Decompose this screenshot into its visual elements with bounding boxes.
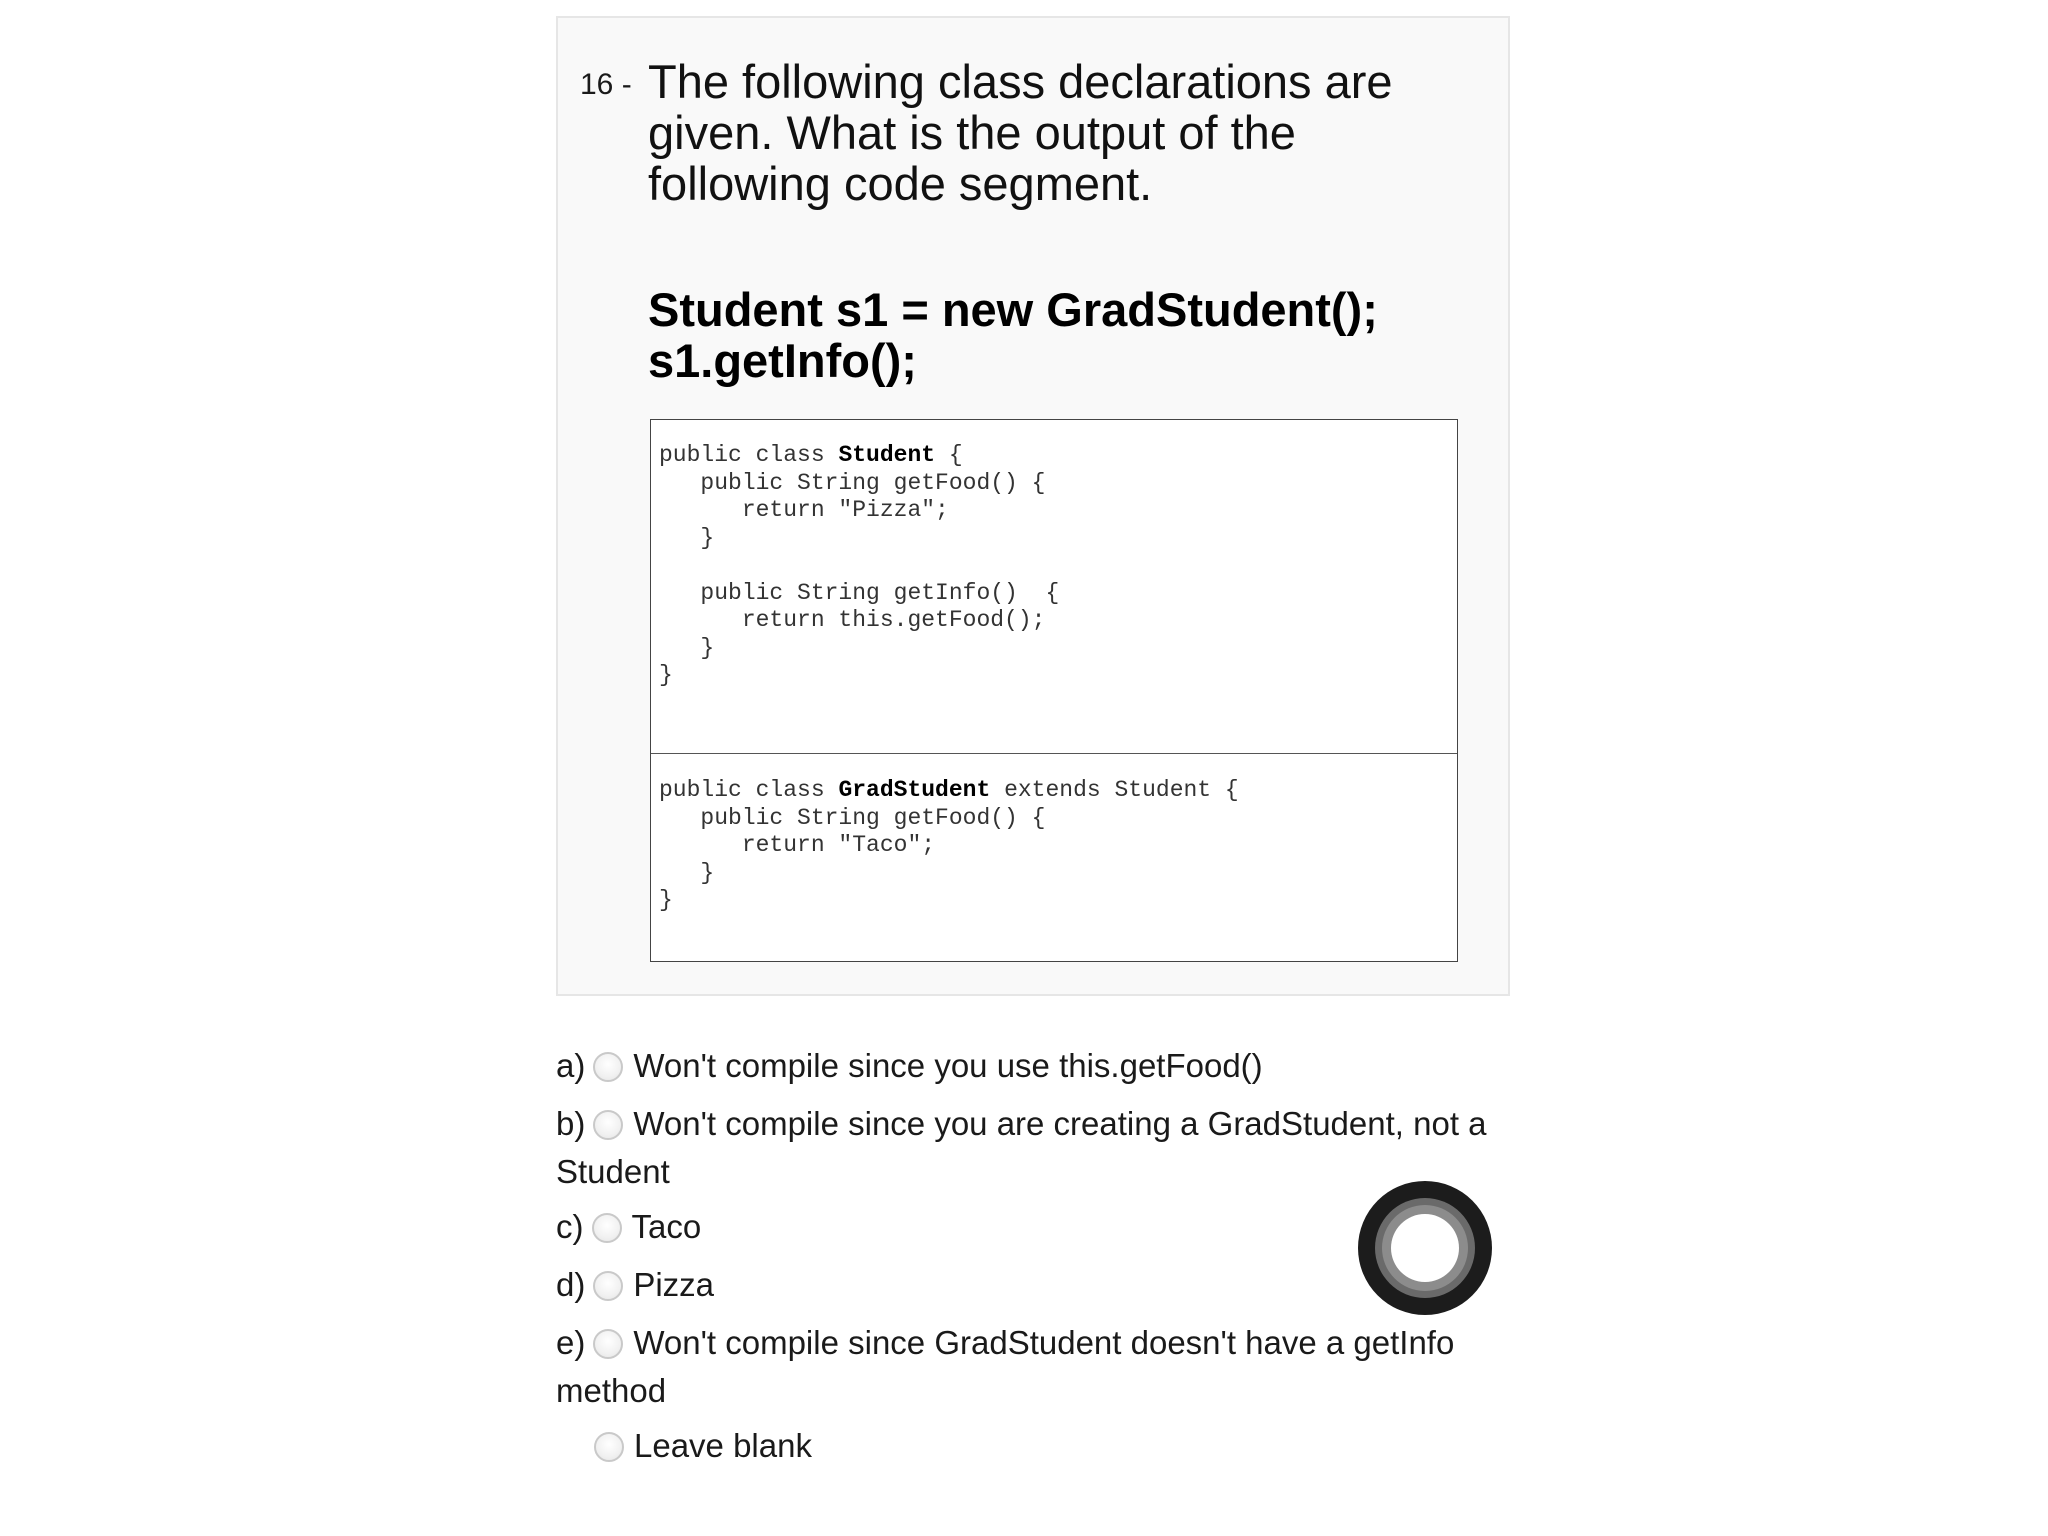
student-class-code <box>651 442 1457 690</box>
choice-letter: a) <box>556 1047 586 1084</box>
radio-button[interactable] <box>592 1213 622 1243</box>
choice-text: Leave blank <box>634 1427 812 1464</box>
choice-letter: c) <box>556 1208 584 1245</box>
question-code-line-2: s1.getInfo(); <box>648 334 917 387</box>
code-divider <box>651 753 1457 754</box>
code-figure <box>650 419 1458 962</box>
gradstudent-class-prefix: public class <box>659 777 839 803</box>
choice-text: Pizza <box>633 1266 715 1303</box>
question-code-line-1: Student s1 = new GradStudent(); <box>648 283 1378 336</box>
record-icon[interactable] <box>1358 1181 1492 1315</box>
choice-letter: b) <box>556 1105 586 1142</box>
radio-button[interactable] <box>593 1052 623 1082</box>
gradstudent-class-name: GradStudent <box>838 777 991 803</box>
choice-leave-blank[interactable] <box>556 1422 1516 1470</box>
choice-text: Won't compile since you use this.getFood() <box>633 1047 1263 1084</box>
gradstudent-class-suffix: extends Student { <box>990 777 1239 803</box>
choice-text: Won't compile since you are creating a GradStudent, not a Student <box>556 1105 1487 1190</box>
radio-button[interactable] <box>593 1271 623 1301</box>
choice-text: Taco <box>631 1208 702 1245</box>
record-icon-core <box>1391 1214 1459 1282</box>
choice-e[interactable] <box>556 1319 1516 1415</box>
question-text: The following class declarations are given. What is the output of the following code segment. <box>648 55 1393 210</box>
choice-a[interactable] <box>556 1042 1516 1090</box>
gradstudent-class-body: public String getFood() { return "Taco"; } } <box>659 804 1046 913</box>
choice-b[interactable] <box>556 1100 1516 1196</box>
choice-letter: d) <box>556 1266 586 1303</box>
choice-text: Won't compile since GradStudent doesn't have a getInfo method <box>556 1324 1455 1409</box>
question-number: 16 - <box>580 68 632 101</box>
question-card <box>556 16 1510 996</box>
student-class-body: public String getFood() { return "Pizza"; } public String getInfo() { return this.getFood(); } } <box>659 469 1060 688</box>
radio-button[interactable] <box>594 1432 624 1462</box>
radio-button[interactable] <box>593 1329 623 1359</box>
choice-letter: e) <box>556 1324 586 1361</box>
gradstudent-class-code <box>651 777 1457 915</box>
student-class-suffix: { <box>935 442 963 468</box>
student-class-prefix: public class <box>659 442 839 468</box>
student-class-name: Student <box>838 442 936 468</box>
radio-button[interactable] <box>593 1110 623 1140</box>
